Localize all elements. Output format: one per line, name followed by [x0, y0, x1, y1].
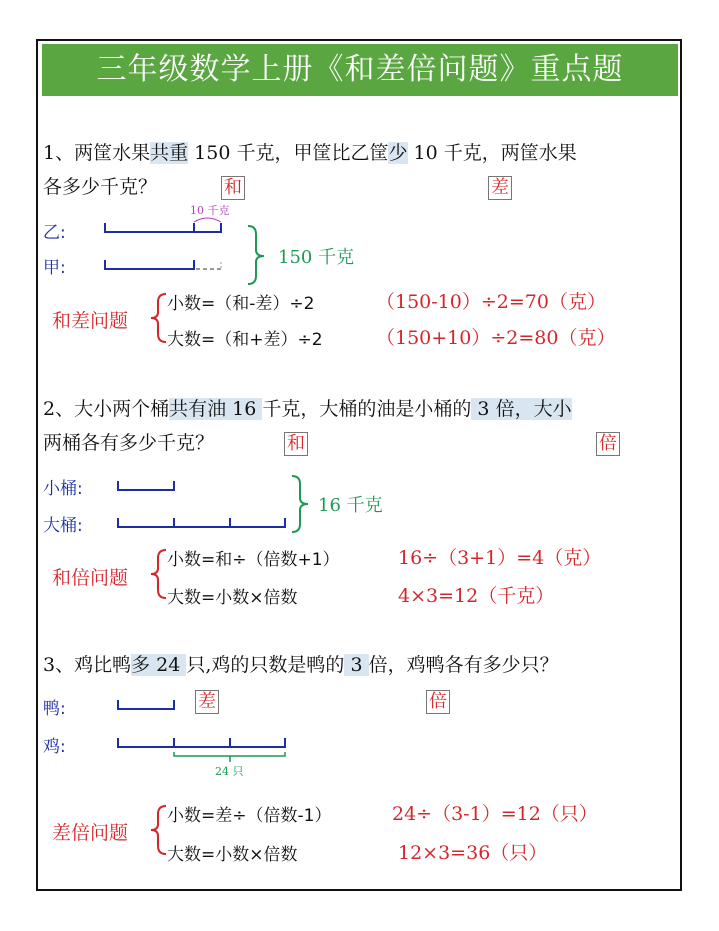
- text: 千克，两筐水果: [443, 142, 577, 164]
- label-big-bucket: 大桶:: [43, 516, 83, 536]
- keyword-more: 多: [131, 654, 151, 676]
- formula-big: 大数=小数×倍数: [167, 845, 298, 865]
- tag-bei: 倍: [596, 432, 620, 456]
- label-yi: 乙:: [43, 223, 66, 243]
- bar-small-bucket: [118, 481, 174, 491]
- formula-big: 大数=小数×倍数: [167, 588, 298, 608]
- number: 3: [344, 654, 369, 676]
- problem1-line2: 各多少千克？: [43, 176, 158, 198]
- bracket-diff: [174, 752, 285, 762]
- bar-big-bucket: [118, 518, 285, 528]
- text: 千克，甲筐比乙筐: [236, 142, 389, 164]
- calc-big: （150+10）÷2=80（克）: [376, 327, 616, 349]
- keyword-times: 倍，大小: [495, 398, 572, 420]
- text: 2、大小两个桶: [43, 398, 170, 420]
- brace-formula: [151, 806, 166, 854]
- calc-small: （150-10）÷2=70（克）: [376, 291, 606, 313]
- number: 24: [150, 654, 187, 676]
- text: 3、鸡比鸭: [43, 654, 132, 676]
- bar-chicken: [118, 738, 285, 748]
- bar-yi: [105, 223, 221, 233]
- formula-small: 小数=和÷（倍数+1）: [167, 550, 340, 570]
- tag-he: 和: [221, 176, 245, 200]
- keyword-less: 少: [388, 142, 408, 164]
- tag-bei: 倍: [426, 690, 450, 714]
- category-hecha: 和差问题: [52, 310, 129, 332]
- label-duck: 鸭:: [43, 699, 66, 719]
- brace-formula: [151, 294, 166, 342]
- category-hebei: 和倍问题: [52, 567, 129, 589]
- text: 只,鸡的只数是鸭的: [186, 654, 345, 676]
- tag-cha: 差: [195, 690, 219, 714]
- brace-total: [248, 226, 264, 284]
- page-title: 三年级数学上册《和差倍问题》重点题: [42, 44, 678, 96]
- bracket-diff: [194, 218, 221, 222]
- brace-total: [292, 476, 308, 532]
- number: 150: [188, 142, 237, 164]
- number: 3: [471, 398, 496, 420]
- diff-label: 10 千克: [190, 204, 230, 217]
- label-jia: 甲:: [43, 258, 66, 278]
- number: 10: [407, 142, 444, 164]
- brace-formula: [151, 550, 166, 598]
- text: 千克，大桶的油是小桶的: [262, 398, 472, 420]
- label-small-bucket: 小桶:: [43, 479, 83, 499]
- total-label: 16 千克: [318, 495, 383, 516]
- calc-small: 24÷（3-1）=12（只）: [392, 803, 598, 825]
- calc-small: 16÷（3+1）=4（克）: [398, 547, 602, 569]
- number: 16: [226, 398, 263, 420]
- bar-jia: [105, 260, 194, 270]
- text: 1、两筐水果: [43, 142, 151, 164]
- problem2-line2: 两桶各有多少千克？: [43, 432, 215, 454]
- calc-big: 4×3=12（千克）: [398, 585, 555, 607]
- total-label: 150 千克: [278, 247, 355, 268]
- tag-he: 和: [284, 432, 308, 456]
- formula-small: 小数=差÷（倍数-1）: [167, 806, 332, 826]
- text: 倍，鸡鸭各有多少只？: [368, 654, 559, 676]
- tag-cha: 差: [488, 176, 512, 200]
- bar-duck: [118, 700, 174, 710]
- formula-big: 大数=（和+差）÷2: [167, 330, 323, 350]
- diff-label: 24 只: [215, 765, 244, 778]
- formula-small: 小数=（和-差）÷2: [167, 294, 315, 314]
- keyword-total: 共重: [150, 142, 189, 164]
- label-chicken: 鸡:: [43, 737, 66, 757]
- keyword-total: 共有油: [169, 398, 227, 420]
- category-chabei: 差倍问题: [52, 822, 129, 844]
- calc-big: 12×3=36（只）: [398, 842, 548, 864]
